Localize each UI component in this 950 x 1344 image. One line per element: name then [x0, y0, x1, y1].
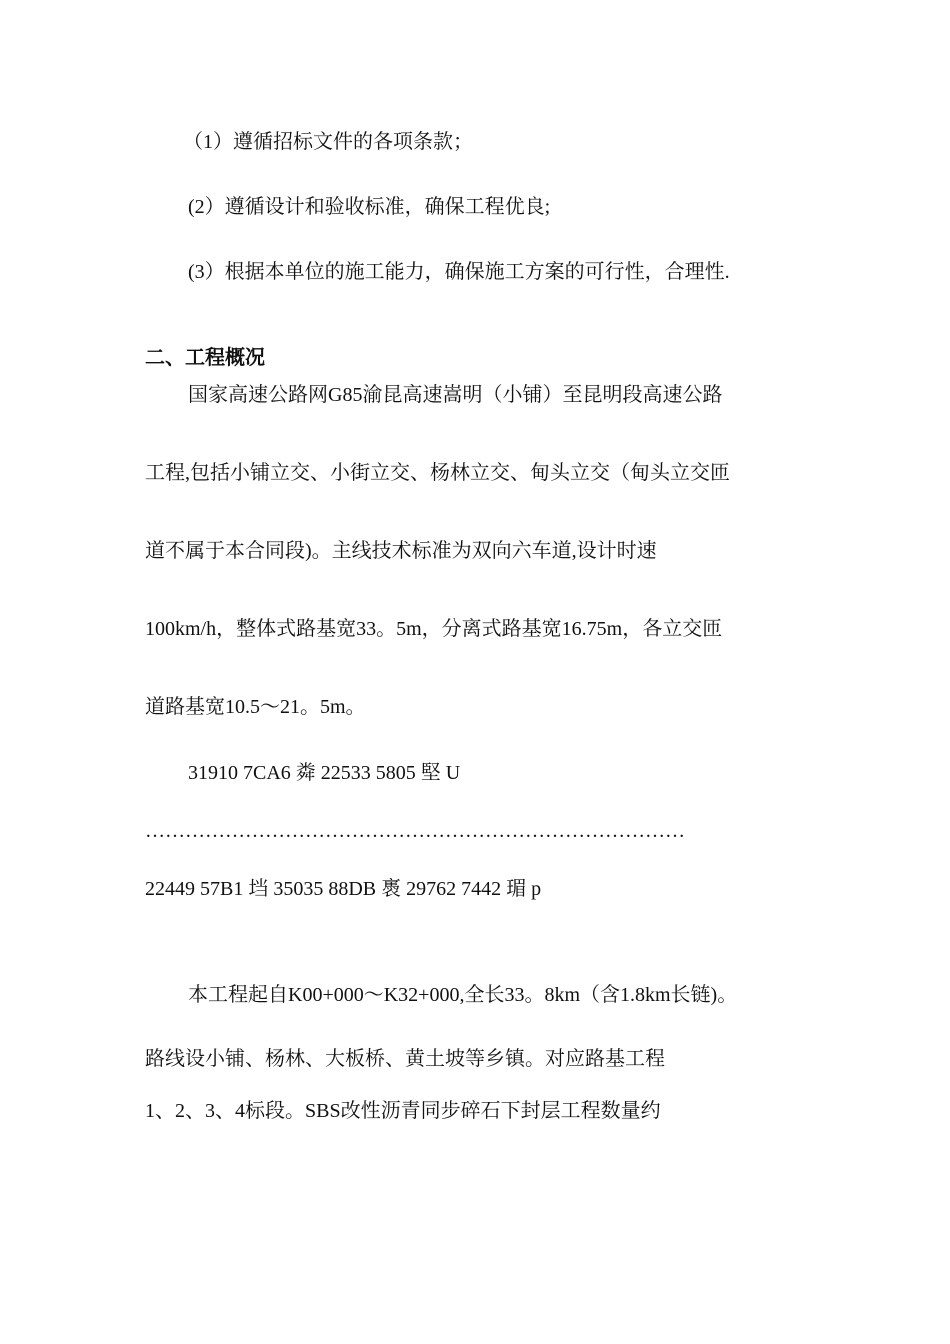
- scope-line-3: 1、2、3、4标段。SBS改性沥青同步碎石下封层工程数量约: [145, 1100, 661, 1122]
- principle-item-2: (2）遵循设计和验收标准，确保工程优良;: [188, 196, 551, 218]
- overview-line-3: 道不属于本合同段)。主线技术标准为双向六车道,设计时速: [145, 540, 657, 562]
- scope-line-1: 本工程起自K00+000～K32+000,全长33。8km（含1.8km长链)。: [188, 984, 738, 1006]
- principle-item-3: (3）根据本单位的施工能力，确保施工方案的可行性，合理性.: [188, 261, 730, 283]
- scope-line-2: 路线设小铺、杨林、大板桥、黄土坡等乡镇。对应路基工程: [145, 1048, 665, 1070]
- code-line-1: 31910 7CA6 粦 22533 5805 堅 U: [188, 762, 461, 784]
- overview-line-1: 国家高速公路网G85渝昆高速嵩明（小铺）至昆明段高速公路: [188, 384, 723, 406]
- principle-item-1: （1）遵循招标文件的各项条款；: [183, 131, 473, 153]
- section-heading: 二、工程概况: [145, 345, 265, 369]
- code-line-2: 22449 57B1 垱 35035 88DB 褭 29762 7442 瑂 p: [145, 878, 542, 900]
- dotted-separator: ………………………………………………………………………: [145, 820, 685, 842]
- overview-line-2: 工程,包括小铺立交、小街立交、杨林立交、甸头立交（甸头立交匝: [145, 462, 730, 484]
- overview-line-4: 100km/h，整体式路基宽33。5m，分离式路基宽16.75m，各立交匝: [145, 618, 723, 640]
- overview-line-5: 道路基宽10.5～21。5m。: [145, 696, 366, 718]
